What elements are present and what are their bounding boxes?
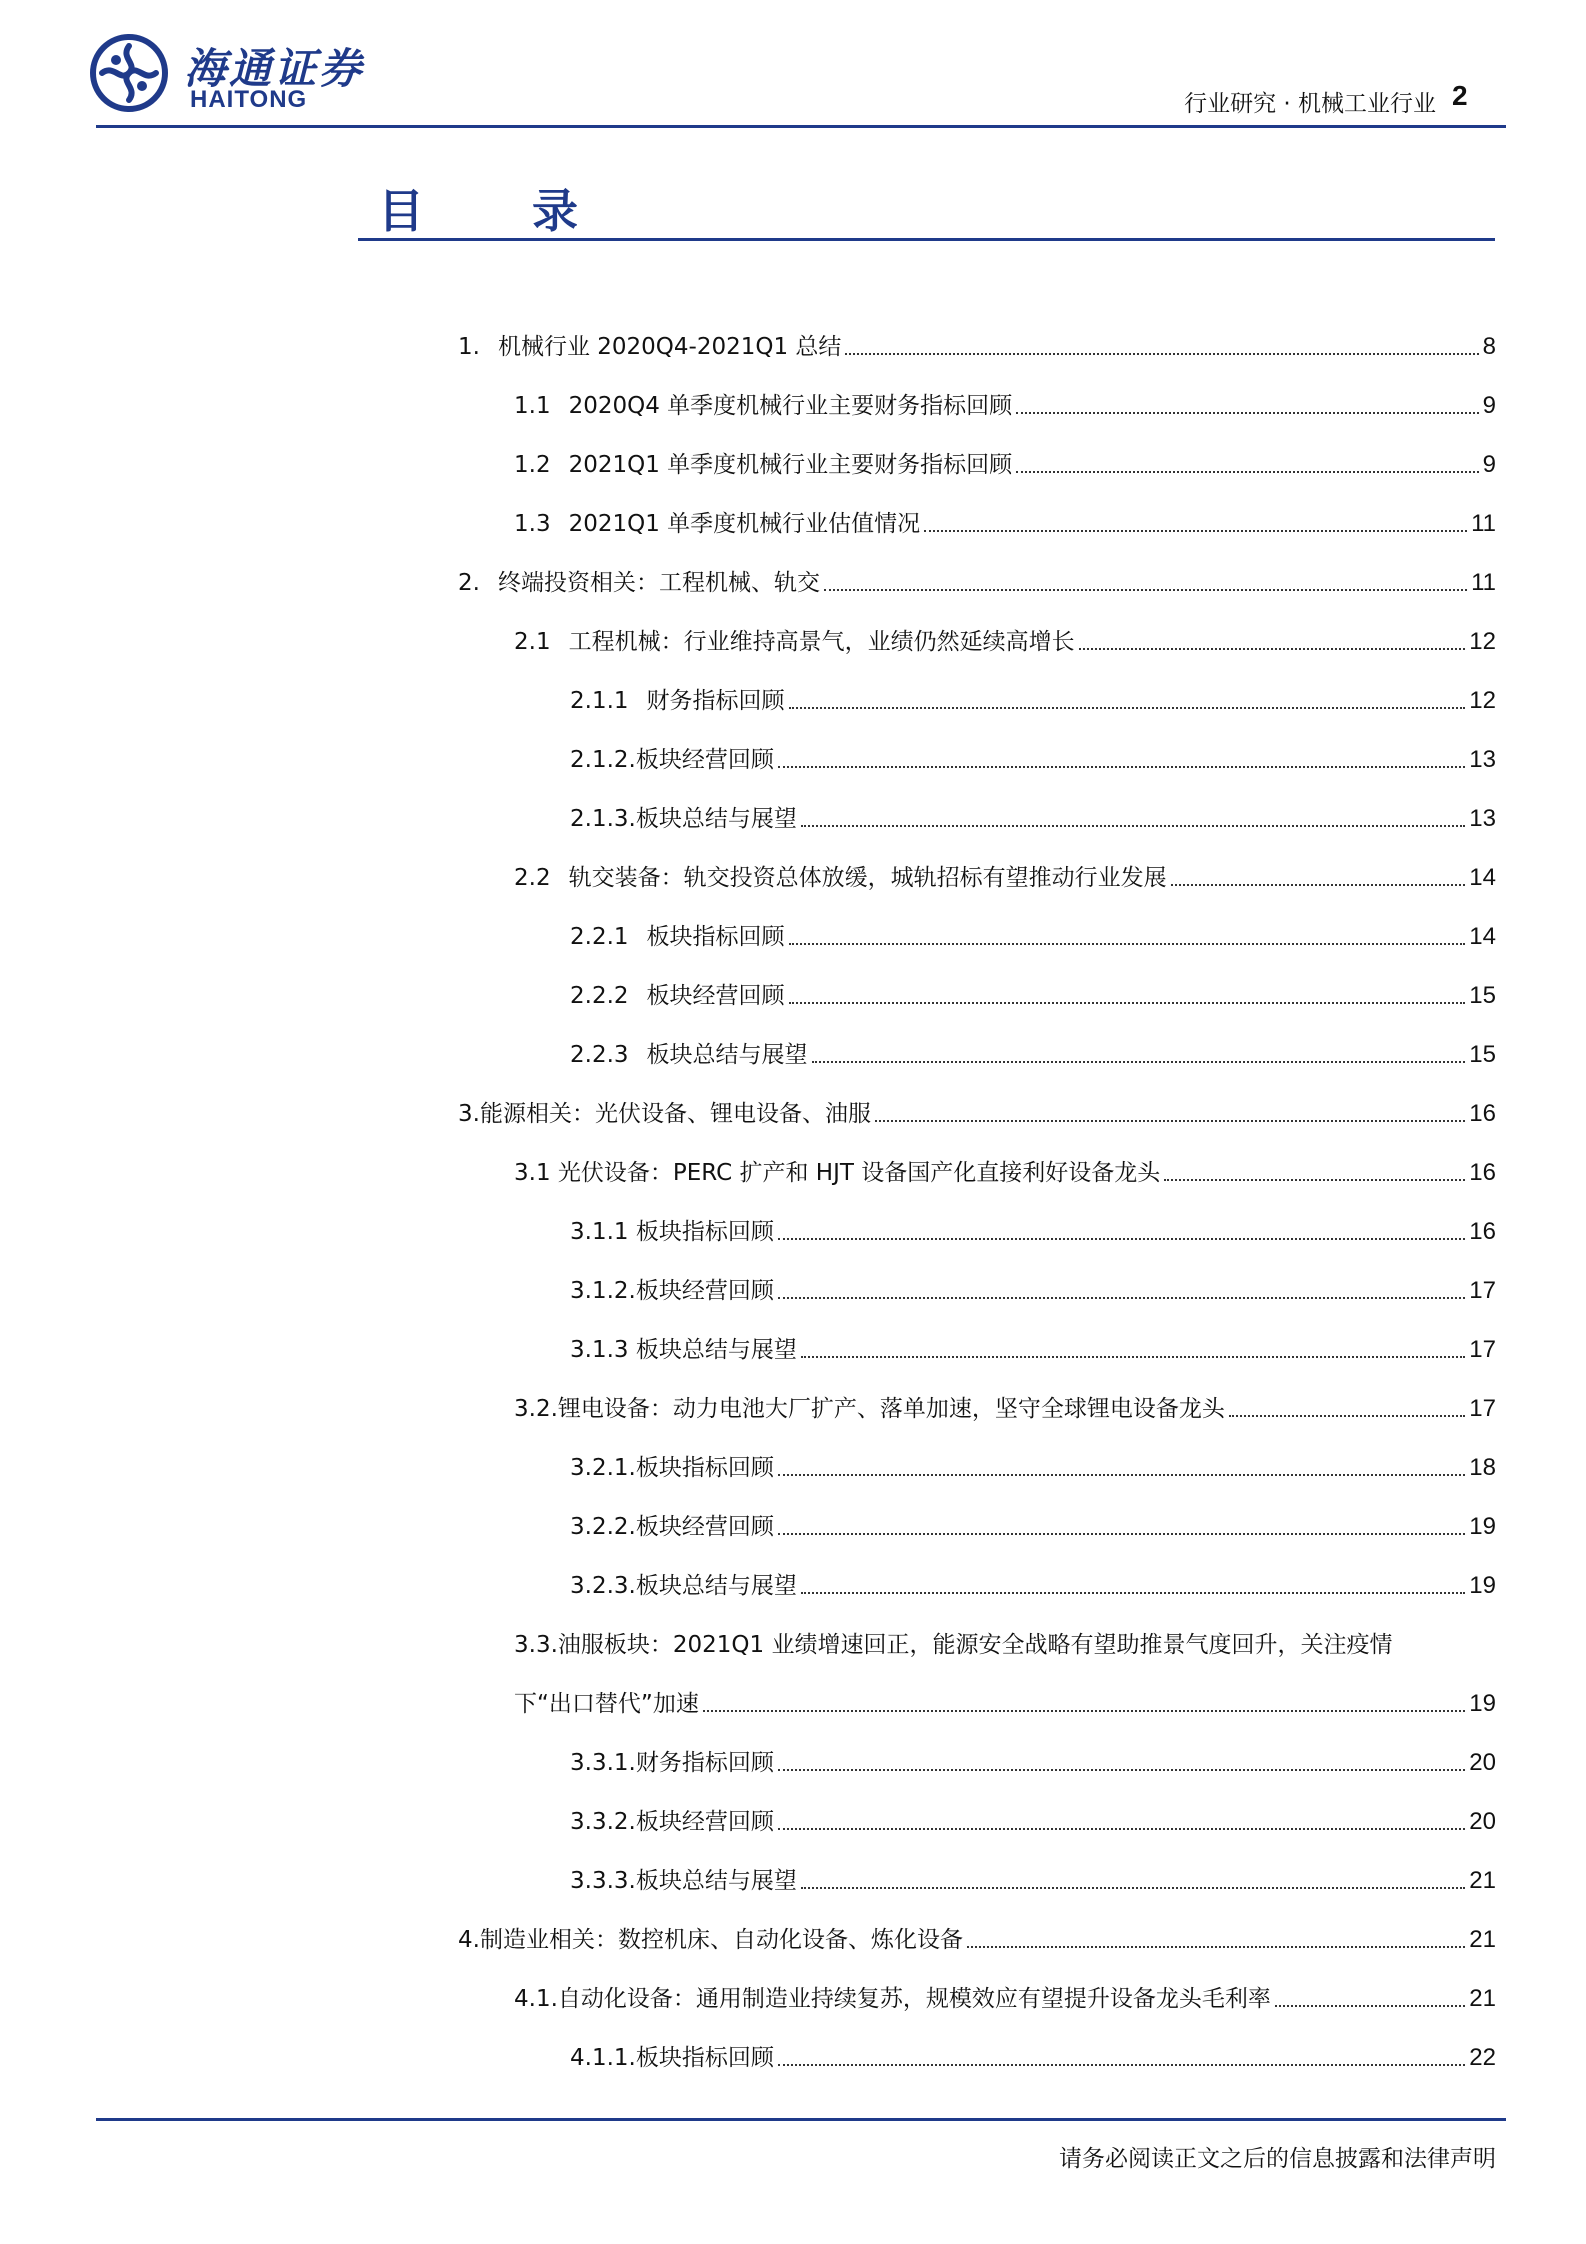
toc-entry[interactable] — [570, 680, 1496, 716]
toc-entry-text: 2021Q1 单季度机械行业主要财务指标回顾 — [568, 452, 1013, 478]
toc-entry[interactable] — [458, 1919, 1496, 1955]
toc-leader-dots — [1171, 884, 1466, 886]
toc-entry-page: 11 — [1471, 569, 1496, 596]
toc-entry-text: 终端投资相关：工程机械、轨交 — [497, 570, 820, 596]
toc-leader-dots — [703, 1710, 1465, 1712]
toc-leader-dots — [845, 353, 1478, 355]
toc-entry-text: 2.1.2.板块经营回顾 — [570, 747, 774, 773]
toc-entry-page: 17 — [1469, 1395, 1496, 1422]
toc-leader-dots — [1229, 1415, 1465, 1417]
toc-entry-page: 16 — [1469, 1159, 1496, 1186]
toc-entry[interactable] — [570, 1329, 1496, 1365]
toc-entry-page: 16 — [1469, 1218, 1496, 1245]
toc-entry-page: 19 — [1469, 1690, 1496, 1717]
toc-entry-text: 2021Q1 单季度机械行业估值情况 — [568, 511, 921, 537]
toc-leader-dots — [801, 1592, 1465, 1594]
toc-leader-dots — [1079, 648, 1466, 650]
toc-entry-number: 2.2.2 — [570, 983, 629, 1009]
toc-entry-page: 9 — [1482, 392, 1496, 419]
toc-entry[interactable] — [570, 1506, 1496, 1542]
toc-leader-dots — [1164, 1179, 1465, 1181]
toc-entry-text: 3.1.3 板块总结与展望 — [570, 1337, 797, 1363]
toc-entry-number: 1.3 — [514, 511, 551, 537]
toc-entry[interactable] — [514, 621, 1496, 657]
toc-entry-text: 3.1.1 板块指标回顾 — [570, 1219, 774, 1245]
toc-entry-number: 1.1 — [514, 393, 551, 419]
toc-entry-text: 3.3.3.板块总结与展望 — [570, 1868, 797, 1894]
toc-leader-dots — [801, 1356, 1465, 1358]
toc-leader-dots — [801, 1887, 1465, 1889]
toc-entry-text: 轨交装备：轨交投资总体放缓，城轨招标有望推动行业发展 — [568, 865, 1167, 891]
page-number: 2 — [1452, 80, 1468, 111]
toc-entry-number: 2. — [458, 570, 480, 596]
toc-entry[interactable] — [514, 1683, 1496, 1719]
toc-entry-text: 工程机械：行业维持高景气，业绩仍然延续高增长 — [568, 629, 1075, 655]
toc-entry-text: 板块经营回顾 — [646, 983, 785, 1009]
toc-entry-page: 18 — [1469, 1454, 1496, 1481]
toc-leader-dots — [812, 1061, 1466, 1063]
toc-entry-page: 13 — [1469, 805, 1496, 832]
toc-entry-page: 17 — [1469, 1277, 1496, 1304]
toc-entry-number: 2.1.1 — [570, 688, 629, 714]
toc-entry-text: 4.制造业相关：数控机床、自动化设备、炼化设备 — [458, 1927, 963, 1953]
toc-entry-page: 21 — [1469, 1985, 1496, 2012]
toc-entry-page: 16 — [1469, 1100, 1496, 1127]
toc-entry[interactable] — [570, 1801, 1496, 1837]
toc-entry[interactable] — [514, 857, 1496, 893]
toc-leader-dots — [778, 1769, 1465, 1771]
toc-entry-page: 14 — [1469, 864, 1496, 891]
toc-entry-page: 15 — [1469, 982, 1496, 1009]
report-category: 行业研究 · 机械工业行业 — [1184, 91, 1436, 117]
toc-title: 目 录 — [378, 184, 625, 238]
brand-name-en: HAITONG — [190, 86, 308, 113]
toc-entry-text: 下“出口替代”加速 — [514, 1691, 699, 1717]
toc-entry-text: 3.1 光伏设备：PERC 扩产和 HJT 设备国产化直接利好设备龙头 — [514, 1160, 1161, 1186]
toc-entry[interactable] — [514, 1152, 1496, 1188]
toc-entry[interactable] — [458, 326, 1496, 362]
toc-entry[interactable] — [570, 1742, 1496, 1778]
toc-entry-text: 机械行业 2020Q4-2021Q1 总结 — [497, 334, 842, 360]
disclaimer-notice: 请务必阅读正文之后的信息披露和法律声明 — [1059, 2146, 1496, 2172]
brand-name-cn: 海通证券 — [184, 44, 365, 93]
toc-entry-text: 4.1.1.板块指标回顾 — [570, 2045, 774, 2071]
toc-entry-number: 2.2.1 — [570, 924, 629, 950]
toc-leader-dots — [789, 1002, 1466, 1004]
toc-entry[interactable] — [514, 444, 1496, 480]
toc-entry-text: 3.2.锂电设备：动力电池大厂扩产、落单加速，坚守全球锂电设备龙头 — [514, 1396, 1225, 1422]
toc-entry[interactable] — [514, 1388, 1496, 1424]
toc-entry-text: 2020Q4 单季度机械行业主要财务指标回顾 — [568, 393, 1013, 419]
toc-leader-dots — [778, 1474, 1465, 1476]
toc-entry-page: 12 — [1469, 687, 1496, 714]
toc-entry-text: 板块指标回顾 — [646, 924, 785, 950]
toc-entry[interactable] — [570, 975, 1496, 1011]
toc-leader-dots — [875, 1120, 1465, 1122]
toc-entry-page: 21 — [1469, 1867, 1496, 1894]
toc-entry-text: 3.3.油服板块：2021Q1 业绩增速回正，能源安全战略有望助推景气度回升，关注疫情 — [514, 1632, 1393, 1658]
toc-entry[interactable] — [458, 562, 1496, 598]
toc-leader-dots — [789, 707, 1466, 709]
toc-entry[interactable] — [570, 2037, 1496, 2073]
toc-leader-dots — [778, 766, 1465, 768]
toc-entry-page: 22 — [1469, 2044, 1496, 2071]
toc-entry-page: 14 — [1469, 923, 1496, 950]
toc-entry-page: 19 — [1469, 1513, 1496, 1540]
toc-entry-page: 19 — [1469, 1572, 1496, 1599]
toc-leader-dots — [789, 943, 1466, 945]
toc-leader-dots — [1016, 471, 1478, 473]
toc-entry-page: 15 — [1469, 1041, 1496, 1068]
toc-entry-text: 4.1.自动化设备：通用制造业持续复苏，规模效应有望提升设备龙头毛利率 — [514, 1986, 1271, 2012]
toc-leader-dots — [1016, 412, 1478, 414]
toc-entry-text: 3.3.2.板块经营回顾 — [570, 1809, 774, 1835]
toc-entry[interactable] — [570, 1565, 1496, 1601]
toc-entry-page: 9 — [1482, 451, 1496, 478]
toc-entry-text: 3.能源相关：光伏设备、锂电设备、油服 — [458, 1101, 871, 1127]
toc-leader-dots — [924, 530, 1467, 532]
toc-entry-text: 3.3.1.财务指标回顾 — [570, 1750, 774, 1776]
toc-entry[interactable] — [570, 798, 1496, 834]
toc-entry-text: 3.2.3.板块总结与展望 — [570, 1573, 797, 1599]
toc-entry-number: 2.2.3 — [570, 1042, 629, 1068]
toc-entry[interactable] — [514, 385, 1496, 421]
toc-leader-dots — [1275, 2005, 1465, 2007]
toc-leader-dots — [967, 1946, 1465, 1948]
toc-entry[interactable] — [458, 1093, 1496, 1129]
toc-entry-text: 2.1.3.板块总结与展望 — [570, 806, 797, 832]
toc-entry-text: 3.2.1.板块指标回顾 — [570, 1455, 774, 1481]
toc-entry-number: 2.1 — [514, 629, 551, 655]
toc-leader-dots — [801, 825, 1465, 827]
toc-entry[interactable] — [514, 1624, 1496, 1660]
toc-entry-page: 17 — [1469, 1336, 1496, 1363]
toc-entry[interactable] — [570, 916, 1496, 952]
toc-entry-text: 板块总结与展望 — [646, 1042, 808, 1068]
toc-leader-dots — [778, 2064, 1465, 2066]
toc-entry-text: 3.2.2.板块经营回顾 — [570, 1514, 774, 1540]
toc-entry[interactable] — [570, 1034, 1496, 1070]
footer-rule — [96, 2118, 1506, 2121]
toc-entry[interactable] — [570, 1211, 1496, 1247]
toc-entry-text: 财务指标回顾 — [646, 688, 785, 714]
toc-leader-dots — [778, 1238, 1465, 1240]
toc-entry-number: 1. — [458, 334, 480, 360]
toc-entry[interactable] — [570, 1270, 1496, 1306]
toc-entry-page: 20 — [1469, 1749, 1496, 1776]
toc-leader-dots — [824, 589, 1467, 591]
toc-entry-number: 1.2 — [514, 452, 551, 478]
toc-entry[interactable] — [514, 503, 1496, 539]
toc-leader-dots — [778, 1828, 1465, 1830]
toc-entry-number: 2.2 — [514, 865, 551, 891]
toc-entry[interactable] — [570, 1860, 1496, 1896]
toc-entry[interactable] — [514, 1978, 1496, 2014]
toc-entry-page: 8 — [1482, 333, 1496, 360]
toc-entry-page: 11 — [1471, 510, 1496, 537]
toc-entry[interactable] — [570, 1447, 1496, 1483]
toc-entry[interactable] — [570, 739, 1496, 775]
toc-leader-dots — [778, 1533, 1465, 1535]
toc-entry-text: 3.1.2.板块经营回顾 — [570, 1278, 774, 1304]
toc-entry-page: 20 — [1469, 1808, 1496, 1835]
toc-entry-page: 13 — [1469, 746, 1496, 773]
toc-leader-dots — [778, 1297, 1465, 1299]
toc-entry-page: 21 — [1469, 1926, 1496, 1953]
toc-entry-page: 12 — [1469, 628, 1496, 655]
